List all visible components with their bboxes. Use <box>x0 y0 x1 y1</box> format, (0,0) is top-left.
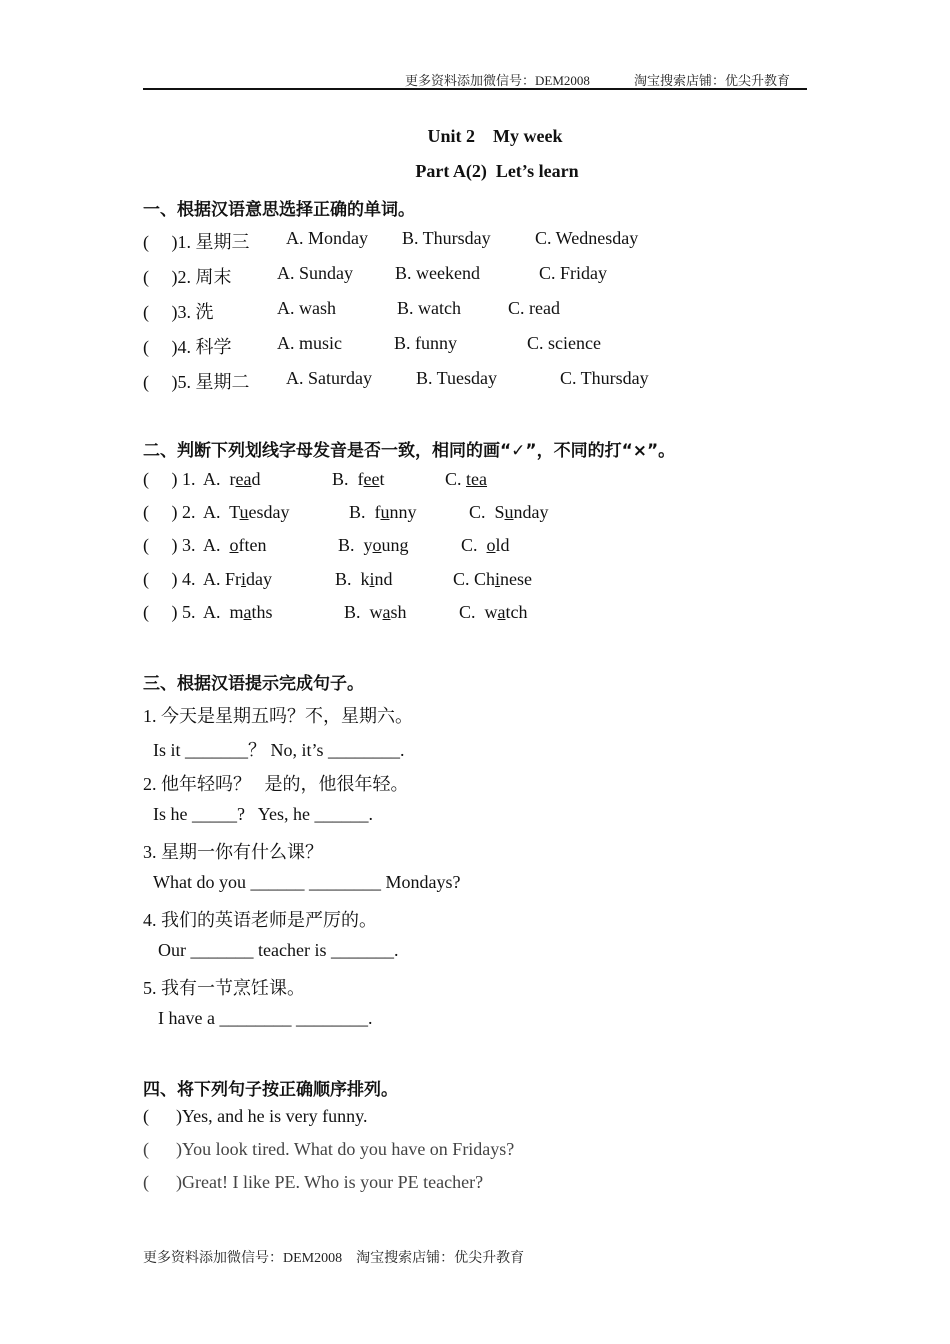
s3-item-2-en: Is he _____? Yes, he ______. <box>153 804 373 824</box>
section3-heading: 三、根据汉语提示完成句子。 <box>143 674 364 694</box>
s2-item-2-a: A. Tuesday <box>203 502 290 522</box>
s1-item-3-num: ( )3. 洗 <box>143 302 214 322</box>
s2-item-3-num: ( ) 3. <box>143 535 196 555</box>
s2-item-2-num: ( ) 2. <box>143 502 196 522</box>
s2-item-1-num: ( ) 1. <box>143 469 196 489</box>
header-wechat: 更多资料添加微信号：DEM2008 <box>405 73 590 88</box>
s4-item-2: ( )You look tired. What do you have on Fridays? <box>143 1139 515 1159</box>
s2-item-1-c: C. tea <box>445 469 488 489</box>
header-shop: 淘宝搜索店铺：优尖升教育 <box>634 73 791 88</box>
s2-item-5-b: B. wash <box>344 602 407 622</box>
s2-item-4-num: ( ) 4. <box>143 569 196 589</box>
s1-item-5-num: ( )5. 星期二 <box>143 372 250 392</box>
s1-item-3-a: A. wash <box>277 298 336 318</box>
s3-item-1-cn: 1. 今天是星期五吗？不，星期六。 <box>143 706 413 726</box>
s1-item-5-b: B. Tuesday <box>416 368 498 388</box>
s2-item-1-b: B. feet <box>332 469 385 489</box>
s1-item-1-num: ( )1. 星期三 <box>143 232 250 252</box>
unit-title: Unit 2 My week <box>427 126 563 146</box>
s2-item-3-c: C. old <box>461 535 510 555</box>
s2-item-3-b: B. young <box>338 535 409 555</box>
s3-item-5-en: I have a ________ ________. <box>158 1008 373 1028</box>
s2-item-4-c: C. Chinese <box>453 569 533 589</box>
s1-item-4-c: C. science <box>527 333 601 353</box>
s3-item-4-en: Our _______ teacher is _______. <box>158 940 399 960</box>
s1-item-4-a: A. music <box>277 333 342 353</box>
s1-item-1-a: A. Monday <box>286 228 368 248</box>
s1-item-5-a: A. Saturday <box>286 368 372 388</box>
s1-item-4-num: ( )4. 科学 <box>143 337 232 357</box>
header-rule <box>143 88 807 90</box>
s1-item-1-b: B. Thursday <box>402 228 491 248</box>
s3-item-4-cn: 4. 我们的英语老师是严厉的。 <box>143 910 377 930</box>
s3-item-1-en: Is it _______？ No, it’s ________. <box>153 740 405 760</box>
s1-item-3-b: B. watch <box>397 298 461 318</box>
s3-item-3-en: What do you ______ ________ Mondays? <box>153 872 461 892</box>
s1-item-3-c: C. read <box>508 298 560 318</box>
section1-heading: 一、根据汉语意思选择正确的单词。 <box>143 200 415 220</box>
s3-item-5-cn: 5. 我有一节烹饪课。 <box>143 978 305 998</box>
s1-item-1-c: C. Wednesday <box>535 228 639 248</box>
s2-item-4-b: B. kind <box>335 569 393 589</box>
s2-item-5-num: ( ) 5. <box>143 602 196 622</box>
s1-item-2-b: B. weekend <box>395 263 480 283</box>
s4-item-3: ( )Great! I like PE. Who is your PE teacher? <box>143 1172 484 1192</box>
section4-heading: 四、将下列句子按正确顺序排列。 <box>143 1080 398 1100</box>
s2-item-2-b: B. funny <box>349 502 417 522</box>
s2-item-1-a: A. read <box>203 469 261 489</box>
s2-item-2-c: C. Sunday <box>469 502 549 522</box>
s1-item-2-c: C. Friday <box>539 263 608 283</box>
s2-item-5-a: A. maths <box>203 602 273 622</box>
section2-heading: 二、判断下列划线字母发音是否一致，相同的画“✓”，不同的打“×”。 <box>143 441 676 461</box>
s1-item-5-c: C. Thursday <box>560 368 649 388</box>
s3-item-3-cn: 3. 星期一你有什么课？ <box>143 842 323 862</box>
s1-item-4-b: B. funny <box>394 333 457 353</box>
part-title: Part A(2) Let’s learn <box>415 161 579 181</box>
footer-text: 更多资料添加微信号：DEM2008 淘宝搜索店铺：优尖升教育 <box>143 1251 525 1266</box>
s2-item-3-a: A. often <box>203 535 267 555</box>
s1-item-2-num: ( )2. 周末 <box>143 267 232 287</box>
s4-item-1: ( )Yes, and he is very funny. <box>143 1106 368 1126</box>
s2-item-4-a: A. Friday <box>203 569 273 589</box>
s3-item-2-cn: 2. 他年轻吗？ 是的，他很年轻。 <box>143 774 409 794</box>
s2-item-5-c: C. watch <box>459 602 528 622</box>
s1-item-2-a: A. Sunday <box>277 263 353 283</box>
